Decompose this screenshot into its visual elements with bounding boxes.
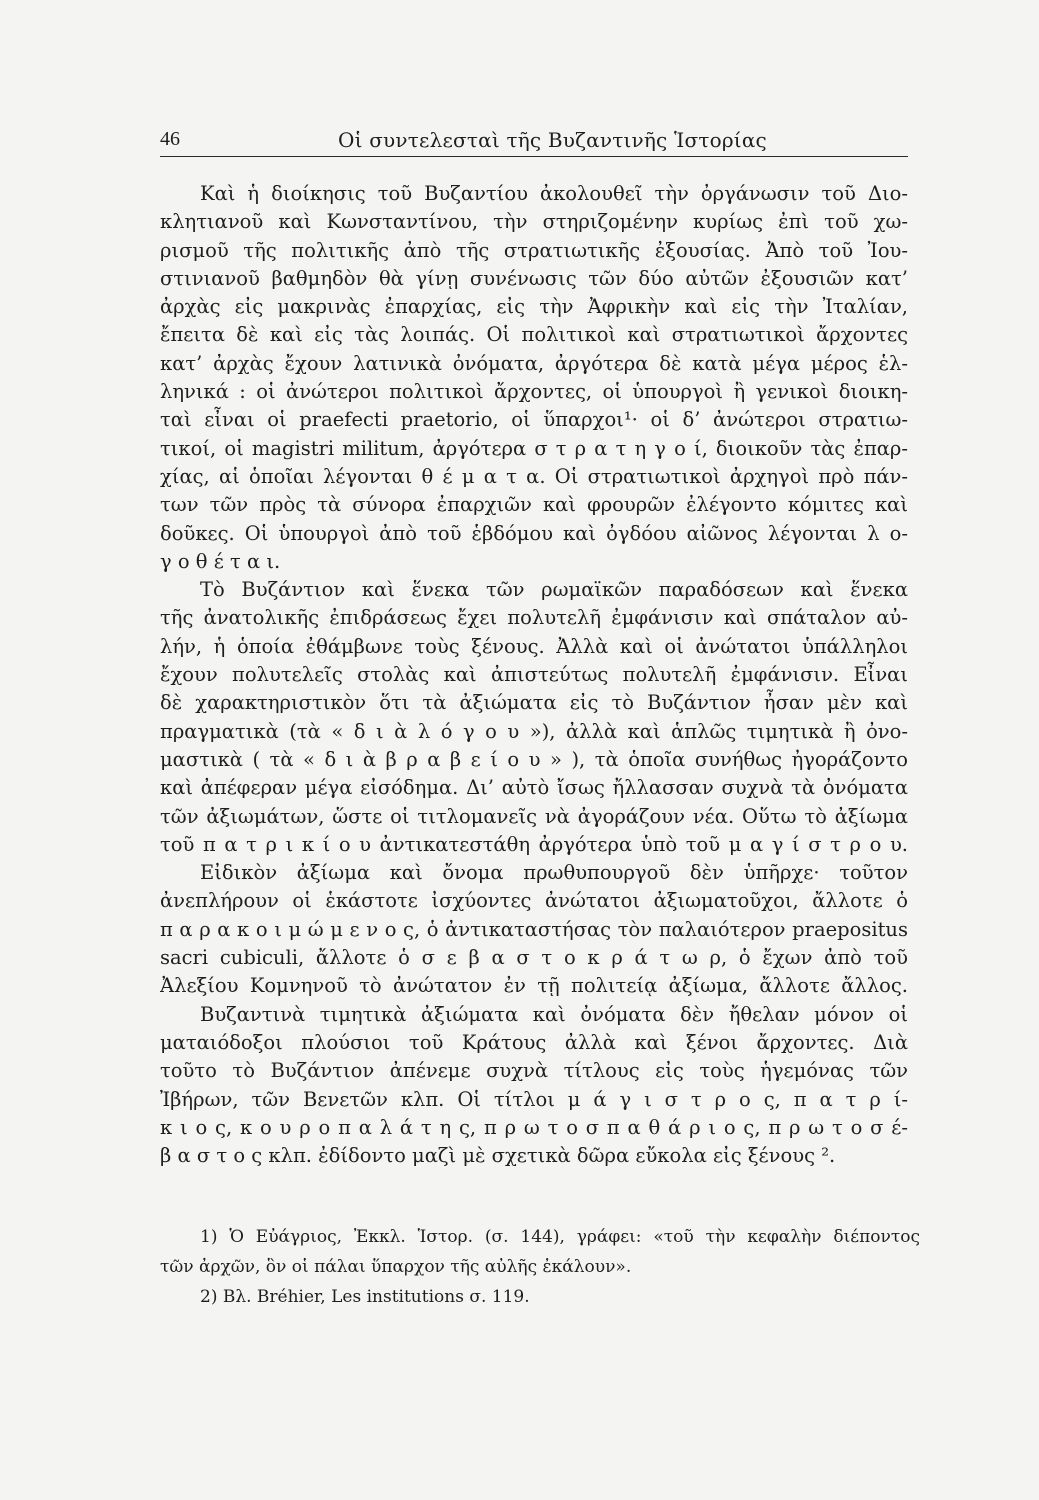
text-line: τοῦ π α τ ρ ι κ ί ο υ ἀντικατεστάθη ἀργότερα ὑπὸ τοῦ μ α γ ί σ τ ρ ο υ.: [160, 832, 908, 856]
footnote-1: 1) Ὁ Εὐάγριος, Ἐκκλ. Ἱστορ. (σ. 144), γράφει: «τοῦ τὴν κεφαλὴν διέποντος: [200, 1227, 920, 1247]
text-line: κλητιανοῦ καὶ Κωνσταντίνου, τὴν στηριζομένην κυρίως ἐπὶ τοῦ χω-: [160, 210, 908, 234]
text-line: των τῶν πρὸς τὰ σύνορα ἐπαρχιῶν καὶ φρουρῶν ἐλέγοντο κόμιτες καὶ: [160, 493, 908, 517]
text-line: Καὶ ἡ διοίκησις τοῦ Βυζαντίου ἀκολουθεῖ τὴν ὀργάνωσιν τοῦ Διο-: [200, 182, 908, 205]
text-line: sacri cubiculi, ἄλλοτε ὁ σ ε β α σ τ ο κ ρ ά τ ω ρ, ὁ ἔχων ἀπὸ τοῦ: [160, 946, 908, 970]
text-line: τῶν ἀξιωμάτων, ὥστε οἱ τιτλομανεῖς νὰ ἀγοράζουν νέα. Οὕτω τὸ ἀξίωμα: [160, 804, 908, 828]
text-line: χίας, αἱ ὁποῖαι λέγονται θ έ μ α τ α. Οἱ στρατιωτικοὶ ἀρχηγοὶ πρὸ πάν-: [160, 464, 908, 488]
text-line: κ ι ο ς, κ ο υ ρ ο π α λ ά τ η ς, π ρ ω τ ο σ π α θ ά ρ ι ο ς, π ρ ω τ ο σ έ-: [160, 1115, 908, 1139]
text-line: β α σ τ ο ς κλπ. ἐδίδοντο μαζὶ μὲ σχετικὰ δῶρα εὔκολα εἰς ξένους ².: [160, 1144, 836, 1168]
text-line: μαστικὰ ( τὰ « δ ι ὰ β ρ α β ε ί ο υ » ), τὰ ὁποῖα συνήθως ἠγοράζοντο: [160, 747, 908, 771]
footnotes: [160, 1222, 920, 1312]
text-line: ἀρχὰς εἰς μακρινὰς ἐπαρχίας, εἰς τὴν Ἀφρικὴν καὶ εἰς τὴν Ἰταλίαν,: [160, 295, 908, 319]
text-line: ληνικά : οἱ ἀνώτεροι πολιτικοὶ ἄρχοντες, οἱ ὑπουργοὶ ἢ γενικοὶ διοικη-: [160, 380, 908, 404]
running-header: [160, 126, 908, 157]
page-number: 46: [160, 128, 180, 150]
text-line: δοῦκες. Οἱ ὑπουργοὶ ἀπὸ τοῦ ἑβδόμου καὶ ὀγδόου αἰῶνος λέγονται λ ο-: [160, 521, 908, 545]
text-line: ρισμοῦ τῆς πολιτικῆς ἀπὸ τῆς στρατιωτικῆς ἐξουσίας. Ἀπὸ τοῦ Ἰου-: [160, 238, 908, 262]
text-line: λήν, ἡ ὁποία ἐθάμβωνε τοὺς ξένους. Ἀλλὰ καὶ οἱ ἀνώτατοι ὑπάλληλοι: [160, 634, 908, 658]
text-line: δὲ χαρακτηριστικὸν ὅτι τὰ ἀξιώματα εἰς τὸ Βυζάντιον ἦσαν μὲν καὶ: [160, 691, 908, 715]
text-line: στινιανοῦ βαθμηδὸν θὰ γίνῃ συνένωσις τῶν δύο αὐτῶν ἐξουσιῶν κατ’: [160, 266, 908, 290]
text-line: Ἀλεξίου Κομνηνοῦ τὸ ἀνώτατον ἐν τῇ πολιτείᾳ ἀξίωμα, ἄλλοτε ἄλλος.: [160, 974, 908, 998]
text-line: τικοί, οἱ magistri militum, ἀργότερα σ τ ρ α τ η γ ο ί, διοικοῦν τὰς ἐπαρ-: [160, 436, 908, 460]
text-line: τοῦτο τὸ Βυζάντιον ἀπένεμε συχνὰ τίτλους εἰς τοὺς ἡγεμόνας τῶν: [160, 1059, 908, 1083]
text-line: Ἰβήρων, τῶν Βενετῶν κλπ. Οἱ τίτλοι μ ά γ ι σ τ ρ ο ς, π α τ ρ ί-: [160, 1087, 908, 1111]
text-line: Τὸ Βυζάντιον καὶ ἕνεκα τῶν ρωμαϊκῶν παραδόσεων καὶ ἕνεκα: [200, 578, 908, 602]
text-line: Βυζαντινὰ τιμητικὰ ἀξιώματα καὶ ὀνόματα δὲν ἤθελαν μόνον οἱ: [200, 1002, 908, 1026]
main-text: [160, 180, 908, 1170]
text-line: ἀνεπλήρουν οἱ ἑκάστοτε ἰσχύοντες ἀνώτατοι ἀξιωματοῦχοι, ἄλλοτε ὁ: [160, 889, 908, 913]
text-line: ἔπειτα δὲ καὶ εἰς τὰς λοιπάς. Οἱ πολιτικοὶ καὶ στρατιωτικοὶ ἄρχοντες: [160, 323, 908, 347]
text-line: ἔχουν πολυτελεῖς στολὰς καὶ ἀπιστεύτως πολυτελῆ ἐμφάνισιν. Εἶναι: [160, 663, 908, 687]
text-line: π α ρ α κ ο ι μ ώ μ ε ν ο ς, ὁ ἀντικαταστήσας τὸν παλαιότερον praepositus: [160, 917, 908, 941]
text-line: ματαιόδοξοι πλούσιοι τοῦ Κράτους ἀλλὰ καὶ ξένοι ἄρχοντες. Διὰ: [160, 1030, 908, 1054]
text-line: πραγματικὰ (τὰ « δ ι ὰ λ ό γ ο υ »), ἀλλὰ καὶ ἁπλῶς τιμητικὰ ἢ ὀνο-: [160, 719, 908, 743]
text-line: γ ο θ έ τ α ι.: [160, 549, 281, 573]
footnote-1-continued: τῶν ἀρχῶν, ὃν οἱ πάλαι ὕπαρχον τῆς αὐλῆς ἐκάλουν».: [160, 1257, 632, 1277]
text-line: κατ’ ἀρχὰς ἔχουν λατινικὰ ὀνόματα, ἀργότερα δὲ κατὰ μέγα μέρος ἑλ-: [160, 351, 908, 375]
text-line: ταὶ εἶναι οἱ praefecti praetorio, οἱ ὕπαρχοι¹· οἱ δ’ ἀνώτεροι στρατιω-: [160, 408, 908, 432]
running-title: Οἱ συντελεσταὶ τῆς Βυζαντινῆς Ἱστορίας: [338, 128, 767, 152]
footnote-2: 2) Βλ. Bréhier, Les institutions σ. 119.: [200, 1287, 530, 1307]
text-line: τῆς ἀνατολικῆς ἐπιδράσεως ἔχει πολυτελῆ ἐμφάνισιν καὶ σπάταλον αὐ-: [160, 606, 908, 630]
text-line: καὶ ἀπέφεραν μέγα εἰσόδημα. Δι’ αὐτὸ ἴσως ἤλλασσαν συχνὰ τὰ ὀνόματα: [160, 776, 908, 800]
text-line: Εἰδικὸν ἀξίωμα καὶ ὄνομα πρωθυπουργοῦ δὲν ὑπῆρχε· τοῦτον: [200, 861, 908, 885]
